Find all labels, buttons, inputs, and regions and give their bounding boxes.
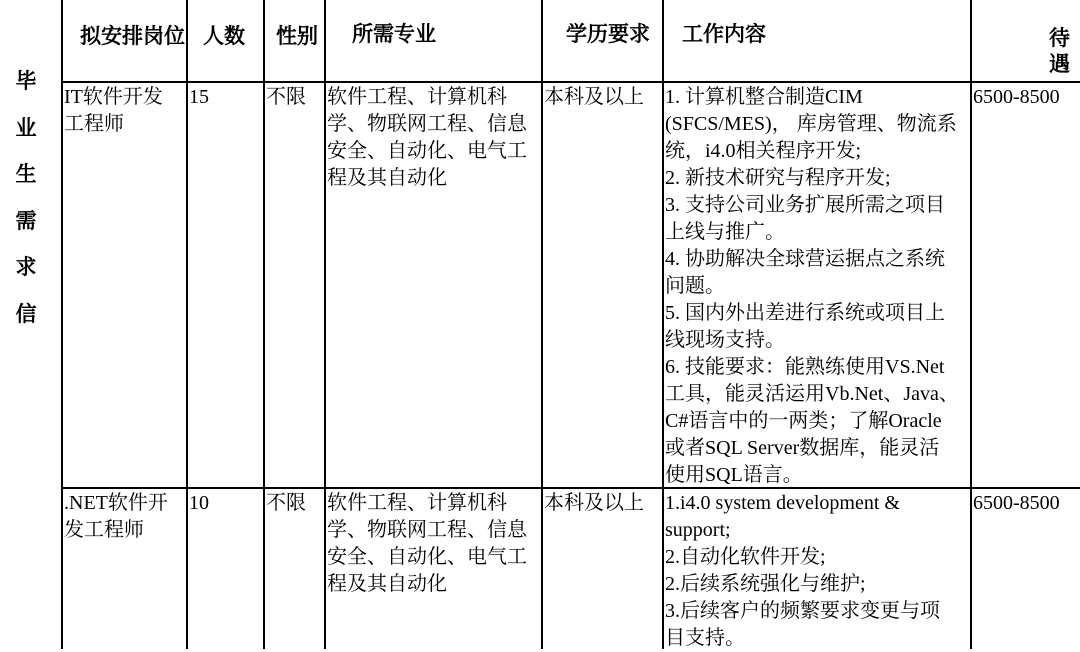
row1-salary: 6500-8500 [973,86,1060,108]
row2-salary: 6500-8500 [973,492,1060,514]
row2-position: .NET软件开 发工程师 [64,492,168,541]
row1-major: 软件工程、计算机科 学、物联网工程、信息 安全、自动化、电气工 程及其自动化 [327,86,527,189]
row2-duties: 1.i4.0 system development & support; 2.自动化软件开发; 2.后续系统强化与维护; 3.后续客户的频繁要求变更与项 目支持。 [665,492,940,649]
row1-count: 15 [189,86,209,108]
row1-gender: 不限 [266,86,306,108]
header-position: 拟安排岗位 [80,24,185,48]
header-duties: 工作内容 [682,22,766,46]
row-divider-header [61,81,1080,83]
header-education: 学历要求 [566,22,650,46]
header-major: 所需专业 [352,22,436,46]
row1-education: 本科及以上 [544,86,644,108]
col-divider-count [186,0,188,649]
table-border-left [61,0,63,649]
row2-education: 本科及以上 [544,492,644,514]
col-divider-education [541,0,543,649]
row2-major: 软件工程、计算机科 学、物联网工程、信息 安全、自动化、电气工 程及其自动化 [327,492,527,595]
col-divider-gender [263,0,265,649]
row2-count: 10 [189,492,209,514]
col-divider-salary [970,0,972,649]
row1-duties: 1. 计算机整合制造CIM (SFCS/MES)， 库房管理、物流系 统，i4.0相关程序开发; 2. 新技术研究与程序开发; 3. 支持公司业务扩展所需之项目 上线与推广。 4. 协助解决全球营运据点之系统 问题。 5. 国内外出差进行系统或项目上 线现场支持。 6. 技能要求：能熟练使用VS.Net 工具，能灵活运用Vb.Net、Java、 C#语言中的一两类；了解Oracle 或者SQL Server数据库，能灵活 使用SQL语言。 [665,86,959,486]
row2-gender: 不限 [266,492,306,514]
header-gender: 性别 [276,24,318,48]
header-salary: 待 遇 [1049,26,1070,76]
row1-position: IT软件开发 工程师 [64,86,163,135]
side-title: 毕 业 生 需 求 信 [15,69,37,326]
col-divider-duties [662,0,664,649]
col-divider-major [324,0,326,649]
header-count: 人数 [203,24,245,48]
